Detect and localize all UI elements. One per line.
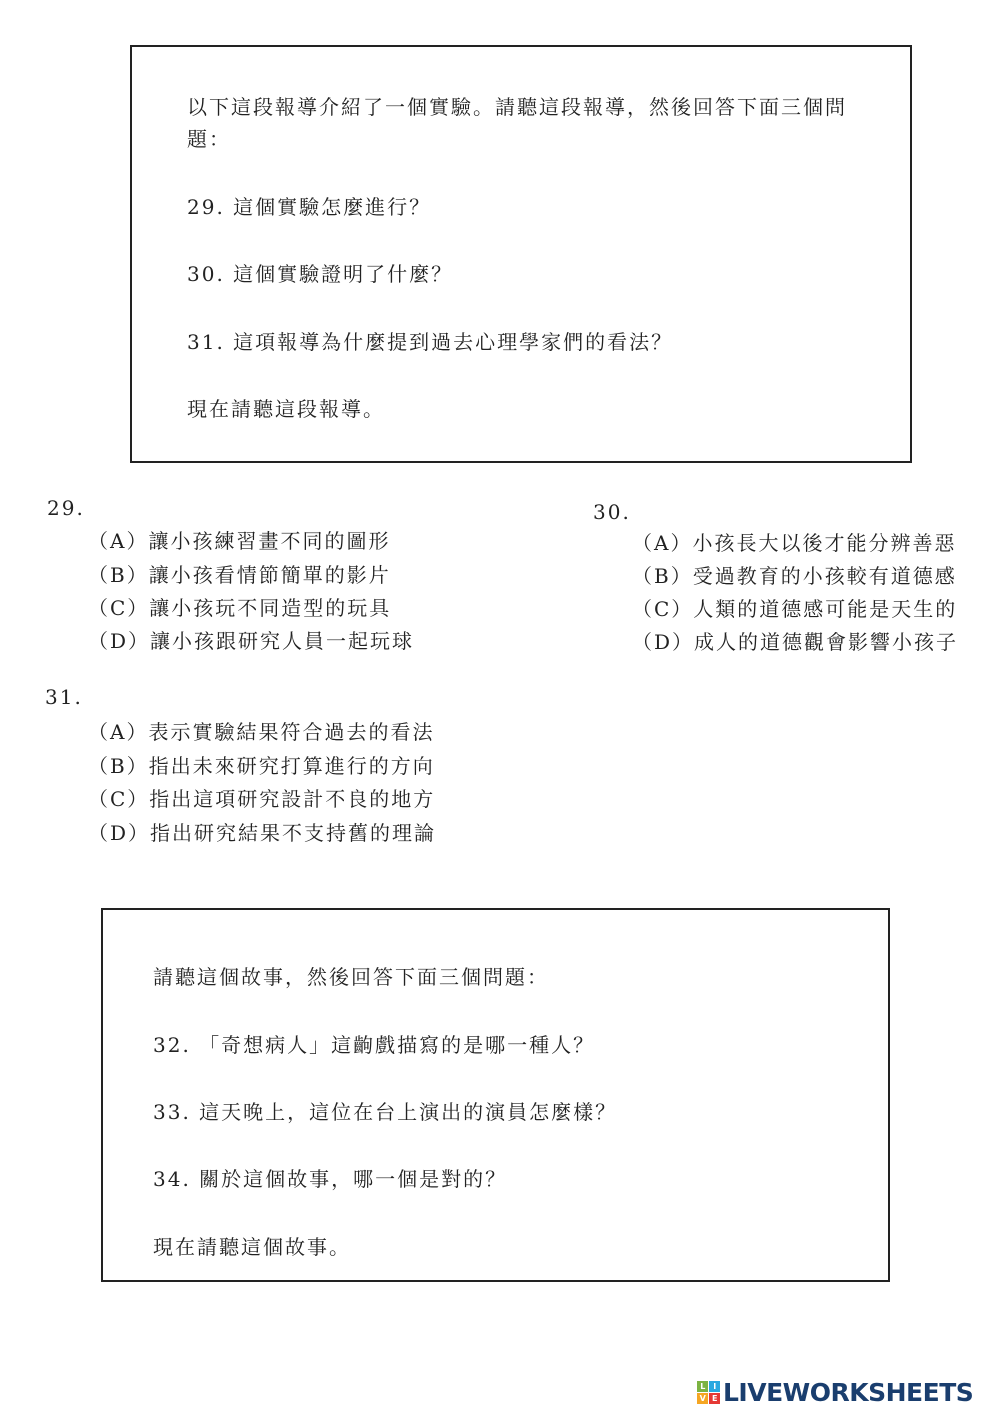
q29-option-a[interactable]: （A）讓小孩練習畫不同的圖形: [88, 529, 391, 553]
question-31-number: 31.: [45, 685, 83, 709]
instruction-box-1: [130, 45, 912, 463]
box2-q33: 33. 這天晚上，這位在台上演出的演員怎麼樣？: [153, 1100, 618, 1124]
logo-text: LIVEWORKSHEETS: [723, 1378, 974, 1407]
q29-option-d[interactable]: （D）讓小孩跟研究人員一起玩球: [88, 629, 415, 653]
box1-intro: 以下這段報導介紹了一個實驗。請聽這段報導，然後回答下面三個問題：: [187, 95, 847, 151]
q30-option-c[interactable]: （C）人類的道德感可能是天生的: [632, 597, 958, 621]
q30-option-a[interactable]: （A）小孩長大以後才能分辨善惡: [632, 531, 957, 555]
box2-intro: 請聽這個故事，然後回答下面三個問題：: [153, 965, 549, 989]
q31-option-c[interactable]: （C）指出這項研究設計不良的地方: [88, 787, 436, 811]
box1-q30: 30. 這個實驗證明了什麼？: [187, 262, 454, 286]
q31-option-d[interactable]: （D）指出研究結果不支持舊的理論: [88, 821, 437, 845]
box2-q34: 34. 關於這個故事，哪一個是對的？: [153, 1167, 508, 1191]
liveworksheets-logo: [697, 1378, 973, 1407]
q29-option-b[interactable]: （B）讓小孩看情節簡單的影片: [88, 563, 391, 587]
q29-option-c[interactable]: （C）讓小孩玩不同造型的玩具: [88, 596, 392, 620]
box1-q29: 29. 這個實驗怎麼進行？: [187, 195, 432, 219]
box2-outro: 現在請聽這個故事。: [153, 1235, 351, 1259]
q31-option-b[interactable]: （B）指出未來研究打算進行的方向: [88, 754, 435, 778]
question-29-number: 29.: [47, 496, 85, 520]
instruction-box-2: [101, 908, 890, 1282]
q31-option-a[interactable]: （A）表示實驗結果符合過去的看法: [88, 720, 435, 744]
box1-outro: 現在請聽這段報導。: [187, 397, 385, 421]
box2-q32: 32. 「奇想病人」這齣戲描寫的是哪一種人？: [153, 1033, 596, 1057]
box1-q31: 31. 這項報導為什麼提到過去心理學家們的看法？: [187, 330, 674, 354]
q30-option-d[interactable]: （D）成人的道德觀會影響小孩子: [632, 630, 959, 654]
q30-option-b[interactable]: （B）受過教育的小孩較有道德感: [632, 564, 957, 588]
logo-icon: L I V E: [697, 1381, 720, 1404]
question-30-number: 30.: [593, 500, 631, 524]
